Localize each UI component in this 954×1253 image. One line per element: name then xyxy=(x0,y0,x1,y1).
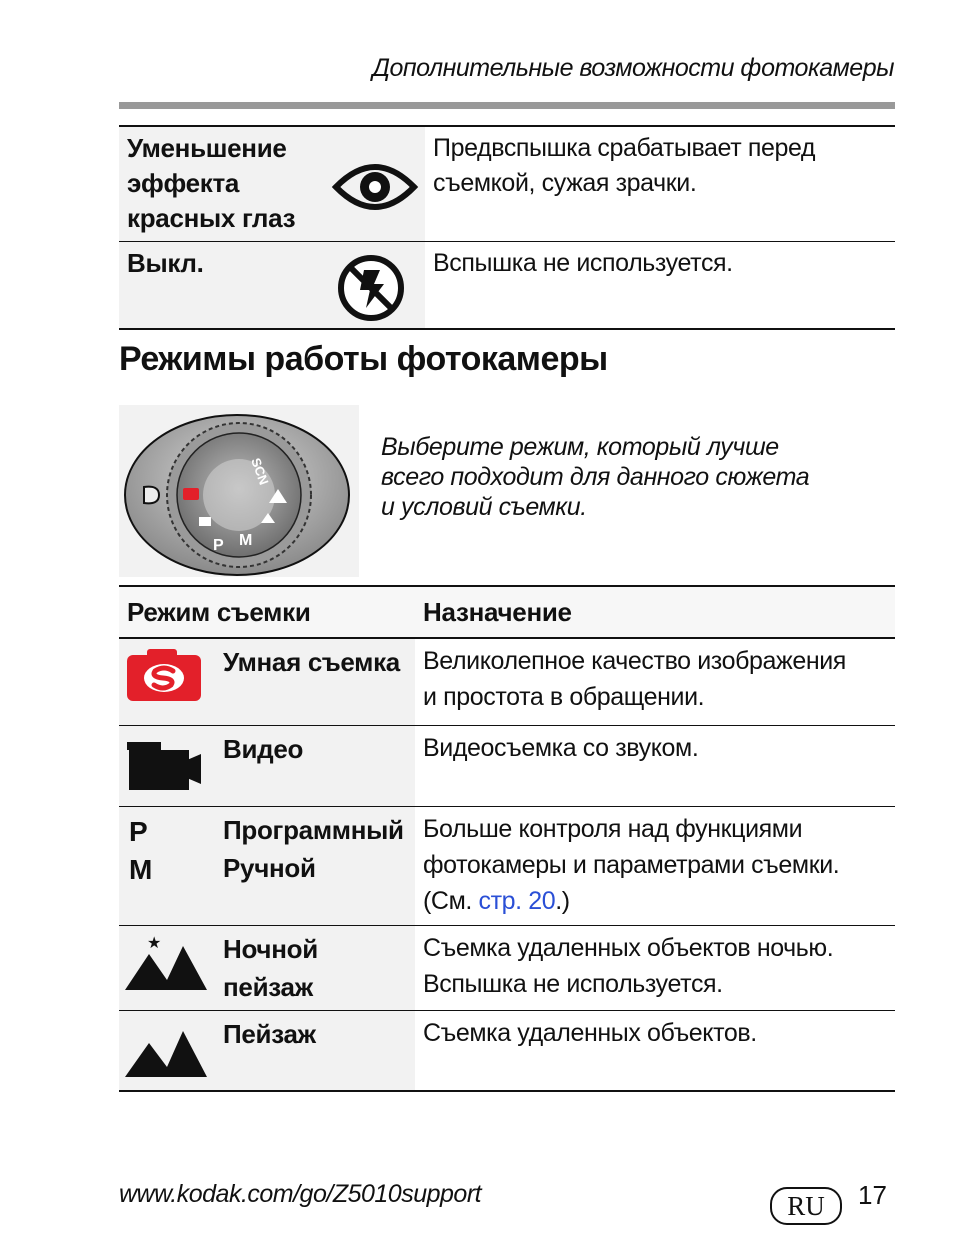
video-camera-icon xyxy=(119,726,219,807)
table-row xyxy=(119,638,895,726)
table-row xyxy=(119,242,895,330)
flash-mode-label: Уменьшение эффекта красных глаз xyxy=(119,126,325,242)
mode-description: Съемка удаленных объектов. xyxy=(415,1011,895,1092)
flash-off-icon xyxy=(325,242,425,330)
section-title: Режимы работы фотокамеры xyxy=(119,340,608,378)
table-header-row xyxy=(119,586,895,638)
page-number: 17 xyxy=(858,1180,887,1210)
header-rule xyxy=(119,102,895,109)
mode-dial-icon xyxy=(119,405,359,577)
footer-url: www.kodak.com/go/Z5010support xyxy=(119,1180,482,1208)
flash-modes-table xyxy=(119,125,895,330)
mode-dial-illustration xyxy=(119,405,359,577)
table-row xyxy=(119,726,895,807)
svg-text:★: ★ xyxy=(147,933,162,952)
table-row xyxy=(119,1011,895,1092)
mode-description: Видеосъемка со звуком. xyxy=(415,726,895,807)
mode-name: Ночной пейзаж xyxy=(219,926,415,1011)
column-header-purpose: Назначение xyxy=(415,586,895,638)
table-row xyxy=(119,807,895,926)
manual-mode-letter: M xyxy=(129,854,153,885)
page-header: Дополнительные возможности фотокамеры xyxy=(372,54,894,82)
flash-mode-label: Выкл. xyxy=(119,242,325,330)
table-row xyxy=(119,126,895,242)
flash-mode-description: Вспышка не используется. xyxy=(425,242,895,330)
mode-name: Пейзаж xyxy=(219,1011,415,1092)
red-eye-icon xyxy=(325,126,425,242)
language-badge: RU xyxy=(770,1187,842,1225)
shooting-modes-table xyxy=(119,585,895,1092)
smart-capture-icon xyxy=(119,638,219,726)
column-header-mode: Режим съемки xyxy=(119,586,415,638)
table-row xyxy=(119,926,895,1011)
svg-text:M: M xyxy=(239,532,253,549)
intro-text: Выберите режим, который лучше всего подходит для данного сюжета и условий съемки. xyxy=(381,433,810,521)
flash-mode-description: Предвспышка срабатывает перед съемкой, сужая зрачки. xyxy=(425,126,895,242)
svg-text:P: P xyxy=(213,537,224,554)
svg-text:SCN: SCN xyxy=(248,455,272,487)
page-reference-link[interactable]: стр. 20 xyxy=(478,887,556,915)
mode-description: Великолепное качество изображения и простота в обращении. xyxy=(415,638,895,726)
mode-name: Программный Ручной xyxy=(219,807,415,926)
mode-description: Больше контроля над функциями фотокамеры и параметрами съемки. (См. стр. 20.) xyxy=(415,807,895,926)
mode-name: Видео xyxy=(219,726,415,807)
program-manual-icon xyxy=(119,807,219,926)
mode-name: Умная съемка xyxy=(219,638,415,726)
program-mode-letter: P xyxy=(129,816,148,847)
night-landscape-icon xyxy=(119,926,219,1011)
mode-description: Съемка удаленных объектов ночью. Вспышка не используется. xyxy=(415,926,895,1011)
landscape-icon xyxy=(119,1011,219,1092)
